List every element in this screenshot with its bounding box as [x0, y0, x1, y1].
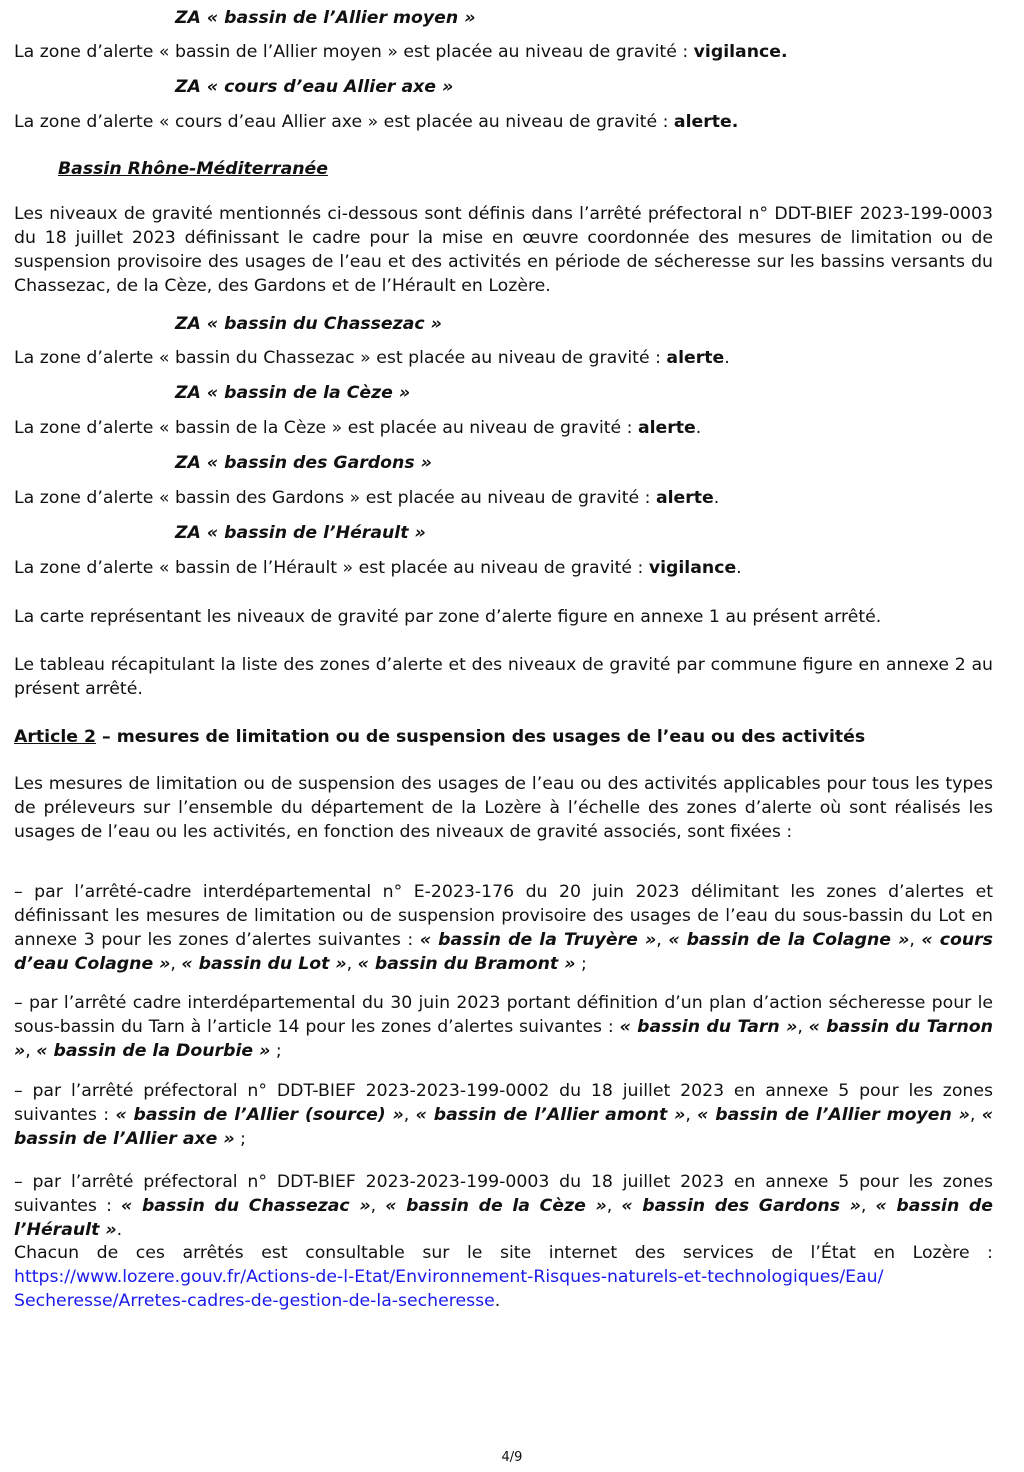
zone-name: « bassin de l’Hérault »: [14, 1196, 993, 1240]
zone-heading-ceze: ZA « bassin de la Cèze »: [175, 383, 411, 403]
gravity-level: vigilance.: [693, 42, 788, 62]
measure-text: – par l’arrêté préfectoral n° DDT-BIEF 2023-2023-199-0002 du 18 juillet 2023 en annexe 5 pour les zones suivantes :: [14, 1081, 993, 1125]
sentence-end: .: [713, 488, 720, 508]
gravity-level: alerte.: [673, 112, 739, 132]
zone-name: « bassin de la Truyère »: [419, 930, 657, 950]
article-2-heading: [14, 725, 993, 749]
gravity-level: alerte: [655, 488, 714, 508]
zone-status-gardons: [14, 486, 993, 510]
zone-status-text: La zone d’alerte « bassin de l’Hérault » est placée au niveau de gravité :: [14, 558, 649, 578]
article-label: Article 2: [14, 727, 97, 747]
website-link-line-2[interactable]: Secheresse/Arretes-cadres-de-gestion-de-la-secheresse: [14, 1291, 495, 1311]
zone-status-chassezac: [14, 346, 993, 370]
measure-text: – par l’arrêté préfectoral n° DDT-BIEF 2023-2023-199-0003 du 18 juillet 2023 en annexe 5 pour les zones suivantes :: [14, 1172, 993, 1216]
zone-name: « bassin du Chassezac »: [121, 1196, 371, 1216]
sentence-end: .: [494, 1291, 501, 1311]
measure-item-allier: – par l’arrêté préfectoral n° DDT-BIEF 2023-2023-199-0002 du 18 juillet 2023 en annexe 5 pour les zones suivantes : « bassin de l’Allier (source) », « bassin de l’Allier amont », « bassin de l’Allier moyen », « bassin de l’Allier axe » ;: [14, 1081, 993, 1149]
measure-item-tarn: – par l’arrêté cadre interdépartemental du 30 juin 2023 portant définition d’un plan d’action sécheresse pour le sous-bassin du Tarn à l’article 14 pour les zones d’alertes suivantes : « bassin du Tarn », « bassin du Tarnon », « bassin de la Dourbie » ;: [14, 993, 993, 1061]
zone-heading-chassezac: ZA « bassin du Chassezac »: [175, 314, 442, 334]
rhone-intro-paragraph: Les niveaux de gravité mentionnés ci-dessous sont définis dans l’arrêté préfectoral n° DDT-BIEF 2023-199-0003 du 18 juillet 2023 définissant le cadre pour la mise en œuvre coordonnée des mesures de limitation ou de suspension provisoire des usages de l’eau et des activités en période de sécheresse sur les bassins versants du Chassezac, de la Cèze, des Gardons et de l’Hérault en Lozère.: [14, 204, 993, 296]
zone-name: « bassin de l’Allier (source) »: [115, 1105, 404, 1125]
zone-status-text: La zone d’alerte « bassin de l’Allier moyen » est placée au niveau de gravité :: [14, 42, 694, 62]
gravity-level: alerte: [637, 418, 696, 438]
sentence-end: .: [724, 348, 730, 368]
zone-name: « bassin de l’Allier amont »: [415, 1105, 686, 1125]
zone-status-text: La zone d’alerte « bassin du Chassezac » est placée au niveau de gravité :: [14, 348, 667, 368]
website-link-container-2: [14, 1289, 993, 1313]
article-title: – mesures de limitation ou de suspension des usages de l’eau ou des activités: [96, 727, 866, 747]
website-link-container: [14, 1265, 993, 1289]
zone-status-text: La zone d’alerte « bassin de la Cèze » est placée au niveau de gravité :: [14, 418, 638, 438]
zone-name: « bassin du Tarn »: [619, 1017, 798, 1037]
annexe-1-paragraph: La carte représentant les niveaux de gravité par zone d’alerte figure en annexe 1 au présent arrêté.: [14, 607, 882, 627]
zone-name: « bassin de l’Allier axe »: [14, 1105, 993, 1149]
zone-name: « bassin de la Colagne »: [668, 930, 910, 950]
measure-text: – par l’arrêté cadre interdépartemental du 30 juin 2023 portant définition d’un plan d’action sécheresse pour le sous-bassin du Tarn à l’article 14 pour les zones d’alertes suivantes :: [14, 993, 993, 1037]
measure-item-lot: – par l’arrêté-cadre interdépartemental n° E-2023-176 du 20 juin 2023 délimitant les zones d’alertes et définissant les mesures de limitation ou de suspension provisoire des usages de l’eau du sous-bassin du Lot en annexe 3 pour les zones d’alertes suivantes : « bassin de la Truyère », « bassin de la Colagne », « cours d’eau Colagne », « bassin du Lot », « bassin du Bramont » ;: [14, 882, 993, 974]
website-link-line-1[interactable]: https://www.lozere.gouv.fr/Actions-de-l-Etat/Environnement-Risques-naturels-et-technologiques/Eau/: [14, 1267, 884, 1287]
zone-status-allier-axe: [14, 110, 993, 134]
zone-status-text: La zone d’alerte « cours d’eau Allier axe » est placée au niveau de gravité :: [14, 112, 674, 132]
zone-name: « cours d’eau Colagne »: [14, 930, 993, 974]
zone-heading-allier-moyen: ZA « bassin de l’Allier moyen »: [175, 8, 476, 28]
gravity-level: alerte: [666, 348, 725, 368]
gravity-level: vigilance: [648, 558, 737, 578]
zone-name: « bassin du Tarnon »: [14, 1017, 993, 1061]
consultation-text: Chacun de ces arrêtés est consultable sur le site internet des services de l’État en Lozère :: [14, 1243, 993, 1263]
sentence-end: .: [736, 558, 742, 578]
zone-name: « bassin du Lot »: [181, 954, 347, 974]
item-end: ;: [270, 1041, 282, 1061]
item-end: ;: [234, 1129, 246, 1149]
measure-item-rhone: – par l’arrêté préfectoral n° DDT-BIEF 2023-2023-199-0003 du 18 juillet 2023 en annexe 5 pour les zones suivantes : « bassin du Chassezac », « bassin de la Cèze », « bassin des Gardons », « bassin de l’Hérault ».: [14, 1172, 993, 1240]
page-number: 4/9: [501, 1450, 523, 1465]
zone-status-ceze: [14, 416, 993, 440]
consultation-paragraph: [14, 1241, 993, 1313]
zone-name: « bassin des Gardons »: [621, 1196, 861, 1216]
zone-name: « bassin de la Dourbie »: [36, 1041, 271, 1061]
zone-status-herault: [14, 556, 993, 580]
section-title-rhone-mediterranee: Bassin Rhône-Méditerranée: [58, 159, 328, 179]
article-2-intro: Les mesures de limitation ou de suspension des usages de l’eau ou des activités applicables pour tous les types de préleveurs sur l’ensemble du département de la Lozère à l’échelle des zones d’alerte où sont réalisés les usages de l’eau ou les activités, en fonction des niveaux de gravité associés, sont fixées :: [14, 774, 993, 842]
item-end: .: [116, 1220, 123, 1240]
zone-status-text: La zone d’alerte « bassin des Gardons » est placée au niveau de gravité :: [14, 488, 656, 508]
zone-heading-herault: ZA « bassin de l’Hérault »: [175, 523, 426, 543]
annexe-2-paragraph: Le tableau récapitulant la liste des zones d’alerte et des niveaux de gravité par commune figure en annexe 2 au présent arrêté.: [14, 655, 993, 699]
zone-name: « bassin de la Cèze »: [385, 1196, 607, 1216]
sentence-end: .: [695, 418, 702, 438]
zone-heading-allier-axe: ZA « cours d’eau Allier axe »: [175, 77, 454, 97]
zone-name: « bassin du Bramont »: [357, 954, 576, 974]
zone-name: « bassin de l’Allier moyen »: [697, 1105, 970, 1125]
measure-text: – par l’arrêté-cadre interdépartemental n° E-2023-176 du 20 juin 2023 délimitant les zones d’alertes et définissant les mesures de limitation ou de suspension provisoire des usages de l’eau du sous-bassin du Lot en annexe 3 pour les zones d’alertes suivantes :: [14, 882, 993, 950]
item-end: ;: [575, 954, 587, 974]
zone-status-allier-moyen: [14, 40, 993, 64]
zone-heading-gardons: ZA « bassin des Gardons »: [175, 453, 432, 473]
